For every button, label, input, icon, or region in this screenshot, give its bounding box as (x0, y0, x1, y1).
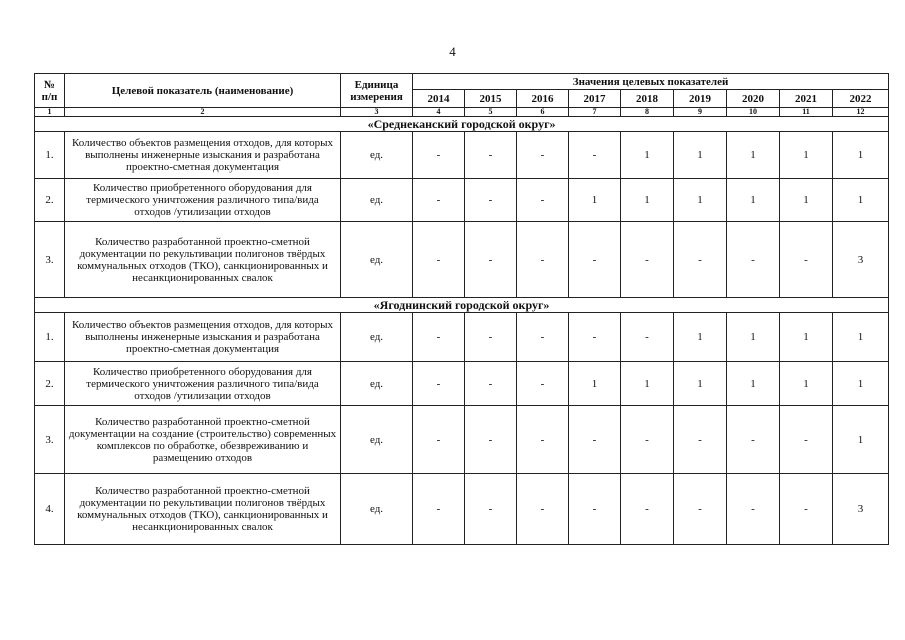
value-2016: - (517, 362, 569, 406)
value-2019: - (674, 474, 727, 545)
value-2016: - (517, 474, 569, 545)
table-header (35, 74, 889, 117)
value-2022: 1 (833, 313, 889, 362)
value-2014: - (413, 222, 465, 298)
row-number: 3. (35, 406, 65, 474)
value-2021: 1 (780, 132, 833, 179)
value-2022: 1 (833, 132, 889, 179)
indicator-unit: ед. (341, 406, 413, 474)
indicator-unit: ед. (341, 132, 413, 179)
section-title: «Ягоднинский городской округ» (35, 298, 889, 313)
row-number: 1. (35, 313, 65, 362)
value-2019: - (674, 406, 727, 474)
row-number: 2. (35, 362, 65, 406)
table-row (35, 406, 889, 474)
row-number: 1. (35, 132, 65, 179)
target-indicators-table (34, 73, 889, 545)
column-number: 9 (674, 108, 727, 117)
table-row (35, 362, 889, 406)
header-values-group: Значения целевых показателей (413, 74, 889, 90)
value-2019: 1 (674, 313, 727, 362)
value-2020: 1 (727, 313, 780, 362)
value-2014: - (413, 179, 465, 222)
value-2014: - (413, 474, 465, 545)
value-2016: - (517, 222, 569, 298)
row-number: 3. (35, 222, 65, 298)
value-2022: 3 (833, 474, 889, 545)
column-number: 11 (780, 108, 833, 117)
value-2020: - (727, 474, 780, 545)
value-2019: 1 (674, 362, 727, 406)
value-2020: 1 (727, 362, 780, 406)
indicator-name: Количество приобретенного оборудования для термического уничтожения различного типа/вида отходов /утилизации отходов (65, 362, 341, 406)
indicator-unit: ед. (341, 222, 413, 298)
header-year-2015: 2015 (465, 90, 517, 108)
section-heading-row (35, 117, 889, 132)
column-number: 2 (65, 108, 341, 117)
value-2016: - (517, 179, 569, 222)
value-2015: - (465, 362, 517, 406)
value-2021: - (780, 474, 833, 545)
indicator-unit: ед. (341, 313, 413, 362)
value-2017: - (569, 313, 621, 362)
column-number: 1 (35, 108, 65, 117)
value-2014: - (413, 406, 465, 474)
value-2017: - (569, 474, 621, 545)
value-2021: - (780, 406, 833, 474)
header-year-2020: 2020 (727, 90, 780, 108)
column-number: 7 (569, 108, 621, 117)
value-2021: 1 (780, 362, 833, 406)
table-row (35, 132, 889, 179)
value-2015: - (465, 132, 517, 179)
indicator-name: Количество объектов размещения отходов, для которых выполнены инженерные изыскания и разработана проектно-сметная документация (65, 132, 341, 179)
table-row (35, 222, 889, 298)
header-unit: Единица измерения (341, 74, 413, 108)
value-2018: 1 (621, 179, 674, 222)
column-number: 12 (833, 108, 889, 117)
value-2018: - (621, 474, 674, 545)
row-number: 2. (35, 179, 65, 222)
value-2022: 1 (833, 406, 889, 474)
header-num: № п/п (35, 74, 65, 108)
table-row (35, 474, 889, 545)
value-2017: 1 (569, 362, 621, 406)
value-2016: - (517, 313, 569, 362)
value-2020: - (727, 406, 780, 474)
indicator-name: Количество разработанной проектно-сметной документации на создание (строительство) современных комплексов по обработке, обезвреживанию и размещению отходов (65, 406, 341, 474)
value-2022: 3 (833, 222, 889, 298)
header-year-2022: 2022 (833, 90, 889, 108)
value-2018: - (621, 222, 674, 298)
row-number: 4. (35, 474, 65, 545)
header-year-2018: 2018 (621, 90, 674, 108)
column-number: 3 (341, 108, 413, 117)
column-number: 8 (621, 108, 674, 117)
value-2022: 1 (833, 362, 889, 406)
header-year-2019: 2019 (674, 90, 727, 108)
page-number: 4 (449, 44, 456, 59)
column-number: 10 (727, 108, 780, 117)
value-2016: - (517, 406, 569, 474)
indicator-unit: ед. (341, 474, 413, 545)
value-2017: - (569, 406, 621, 474)
value-2018: 1 (621, 362, 674, 406)
value-2015: - (465, 406, 517, 474)
value-2019: 1 (674, 132, 727, 179)
value-2016: - (517, 132, 569, 179)
indicator-name: Количество объектов размещения отходов, для которых выполнены инженерные изыскания и разработана проектно-сметная документация (65, 313, 341, 362)
value-2021: 1 (780, 313, 833, 362)
value-2015: - (465, 222, 517, 298)
section-heading-row (35, 298, 889, 313)
indicator-unit: ед. (341, 179, 413, 222)
value-2018: 1 (621, 132, 674, 179)
value-2015: - (465, 179, 517, 222)
value-2018: - (621, 406, 674, 474)
indicator-name: Количество разработанной проектно-сметной документации по рекультивации полигонов твёрдых коммунальных отходов (ТКО), санкционированных и несанкционированных свалок (65, 222, 341, 298)
header-year-2021: 2021 (780, 90, 833, 108)
value-2017: - (569, 132, 621, 179)
value-2014: - (413, 132, 465, 179)
value-2021: - (780, 222, 833, 298)
column-number: 5 (465, 108, 517, 117)
indicator-unit: ед. (341, 362, 413, 406)
header-name: Целевой показатель (наименование) (65, 74, 341, 108)
value-2014: - (413, 313, 465, 362)
column-number: 6 (517, 108, 569, 117)
value-2022: 1 (833, 179, 889, 222)
value-2020: 1 (727, 132, 780, 179)
value-2017: - (569, 222, 621, 298)
indicator-name: Количество разработанной проектно-сметной документации по рекультивации полигонов твёрдых коммунальных отходов (ТКО), санкционированных и несанкционированных свалок (65, 474, 341, 545)
section-title: «Среднеканский городской округ» (35, 117, 889, 132)
value-2021: 1 (780, 179, 833, 222)
value-2018: - (621, 313, 674, 362)
column-numbers-row (35, 108, 889, 117)
column-number: 4 (413, 108, 465, 117)
value-2019: 1 (674, 179, 727, 222)
value-2017: 1 (569, 179, 621, 222)
value-2020: 1 (727, 179, 780, 222)
header-year-2017: 2017 (569, 90, 621, 108)
value-2020: - (727, 222, 780, 298)
table-row (35, 179, 889, 222)
value-2019: - (674, 222, 727, 298)
header-year-2014: 2014 (413, 90, 465, 108)
table-body (35, 117, 889, 545)
value-2014: - (413, 362, 465, 406)
table-row (35, 313, 889, 362)
header-year-2016: 2016 (517, 90, 569, 108)
value-2015: - (465, 313, 517, 362)
indicator-name: Количество приобретенного оборудования для термического уничтожения различного типа/вида отходов /утилизации отходов (65, 179, 341, 222)
value-2015: - (465, 474, 517, 545)
